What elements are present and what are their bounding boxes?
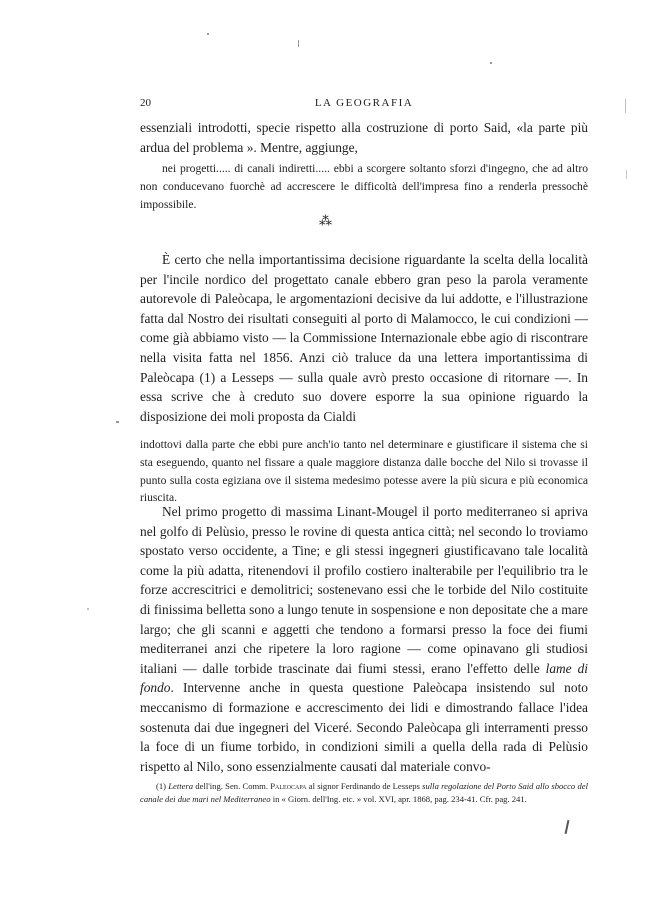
scan-speck (298, 40, 299, 47)
scan-speck (116, 421, 119, 423)
scan-speck (490, 62, 492, 64)
emphasized-term: lame di fondo (140, 660, 588, 696)
paragraph-text: Nel primo progetto di massima Linant-Mougel il porto mediterraneo si apriva nel golfo di Pelùsio, presso le rovine di questa antica città; nel secondo lo troviamo spostato verso occidente, a Tine; e gli stessi ingegneri giustificavano tale località come la più adatta, ritenendovi il profilo costiero inalterabile per l'equilibrio tra le forze accrescitrici e demolitrici; sostenevano essi che le torbide del Nilo costituite di finissima belletta sono a lungo tenute in sospensione e non depositate che a mare largo; che gli scanni e aggetti che tendono a formarsi presso la foce dei fiumi mediterranei anzi che ripetere la loro ragione — come opinavano gli studiosi italiani — dalle torbide trascinate dai fiumi stessi, erano l'effetto delle (140, 504, 588, 676)
footnote-marker: (1) (156, 781, 167, 791)
scan-speck (626, 170, 627, 179)
paragraph-continued: essenziali introdotti, specie rispetto alla costruzione di porto Said, «la parte più ardua del problema ». Mentre, aggiunge, (140, 120, 588, 155)
page-header (140, 97, 588, 113)
block-quote: indottovi dalla parte che ebbi pure anch'io tanto nel determinare e giustificare il sistema che si sta eseguendo, quanto nel fissare a quale maggiore distanza dalle bocche del Nilo si trovasse il punto sulla costa egiziana ove il sistema medesimo potesse avere la più sicura e più economica riuscita. (140, 438, 588, 505)
running-title: LA GEOGRAFIA (314, 97, 414, 109)
footnote-citation: in « Giorn. dell'Ing. etc. » vol. XVI, apr. 1868, pag. 234-41. Cfr. pag. 241. (272, 793, 527, 804)
pencil-stroke (565, 820, 570, 834)
scan-speck (87, 608, 89, 610)
page-number: 20 (140, 97, 151, 109)
footnote-text-segment: al signor Ferdinando de Lesseps (308, 781, 420, 791)
paragraph-text: . Intervenne anche in questa questione Paleòcapa insistendo sul noto meccanismo di formazione e accrescimento dei lidi e dimostrando fallace l'idea sostenuta dai due ingegneri del Viceré. Secondo Paleòcapa gli interramenti presso la foce di un fiume torbido, in condizioni simili a quella della rada di Pelùsio rispetto al Nilo, sono essenzialmente causati dal materiale convo- (140, 680, 588, 774)
footnote-text-segment: dell'ing. Sen. Comm. (195, 781, 269, 791)
scan-speck (625, 99, 626, 113)
scan-speck (207, 33, 209, 35)
section-asterism: ⁂ (319, 213, 332, 228)
paragraph (140, 502, 588, 776)
footnote-author: Paleocapa (270, 781, 307, 791)
footnote-text-italic: Lettera (168, 781, 194, 791)
footnote-text (140, 780, 588, 805)
paragraph: È certo che nella importantissima decisione riguardante la scelta della località per l'incile nordico del progettato canale ebbero gran peso la parola veramente autorevole di Paleòcapa, le argomentazioni decisive da lui addotte, e l'illustrazione fatta dal Nostro dei risultati conseguiti al porto di Malamocco, le cui condizioni — come già abbiamo visto — la Commissione Internazionale ebbe agio di riscontrare nella visita fatta nel 1856. Anzi ciò traluce da una lettera importantissima di Paleòcapa (1) a Lesseps — sulla quale avrò presto occasione di ritornare —. In essa scrive che à creduto suo dovere esporre la sua opinione riguardo la disposizione dei moli proposta da Cialdi (140, 252, 588, 424)
block-quote: nei progetti..... di canali indiretti..... ebbi a scorgere soltanto sforzi d'ingegno, che ad altro non conducevano fuorchè ad accrescere le difficoltà dell'impresa fino a renderla pressochè impossibile. (140, 162, 588, 211)
footnote (140, 780, 588, 805)
footnote-title: sulla regolazione del Porto Said allo sbocco del canale dei due mari nel Mediterraneo (140, 781, 588, 804)
